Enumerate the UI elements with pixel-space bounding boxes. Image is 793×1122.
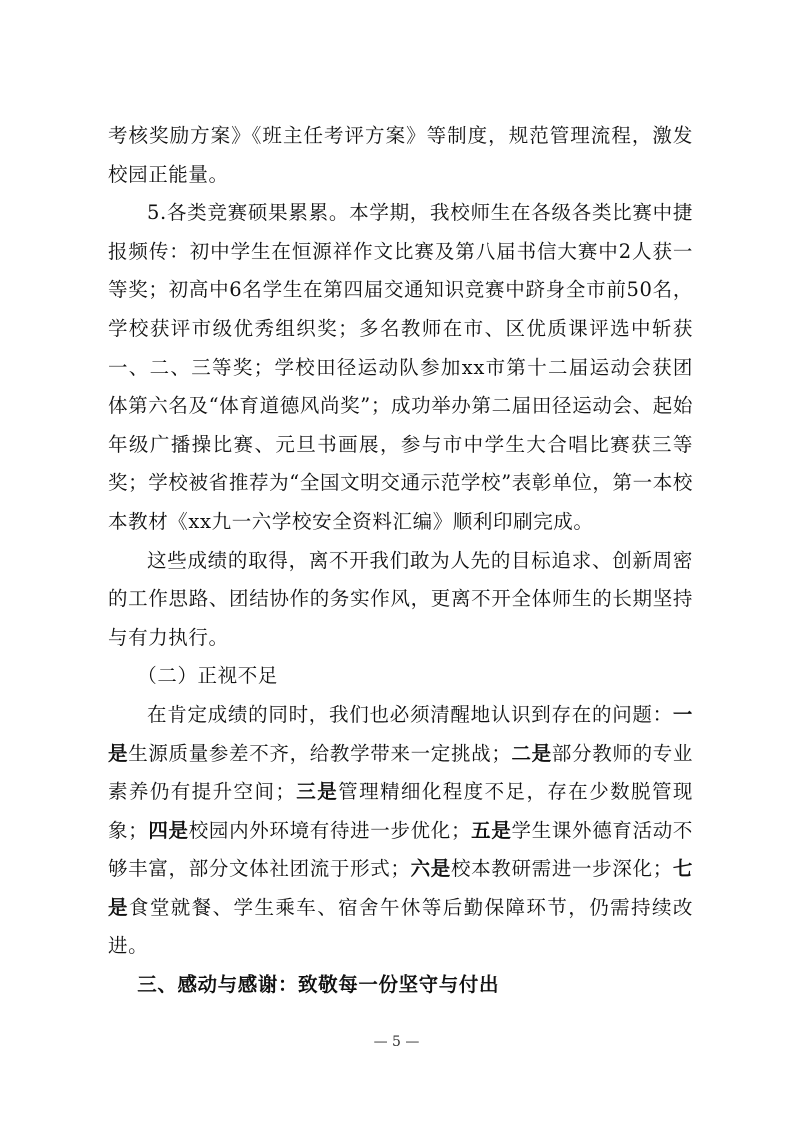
page-number: — 5 —	[373, 1034, 420, 1050]
problem-4-text: 校园内外环境有待进一步优化；	[188, 818, 472, 842]
paragraph-competitions: 5.各类竞赛硕果累累。本学期，我校师生在各级各类比赛中捷报频传：初中学生在恒源祥作文比赛及第八届书信大赛中2人获一等奖；初高中6名学生在第四届交通知识竞赛中跻身全市前50名，学校获评市级优秀组织奖；多名教师在市、区优质课评选中斩获一、二、三等奖；学校田径运动队参加xx市第十二届运动会获团体第六名及“体育道德风尚奖”；成功举办第二届田径运动会、起始年级广播操比赛、元旦书画展，参与市中学生大合唱比赛获三等奖；学校被省推荐为“全国文明交通示范学校”表彰单位，第一本校本教材《xx九一六学校安全资料汇编》顺利印刷完成。	[108, 201, 693, 533]
problem-5-text: 学生课外德育活动不够丰富，部分文体社团流于形式；	[108, 818, 694, 881]
problem-7-text: 食堂就餐、学生乘车、宿舍午休等后勤保障环节，仍需持续改进。	[108, 895, 693, 958]
problem-4-label: 四是	[148, 818, 189, 842]
problem-7-label: 七是	[108, 857, 693, 919]
problem-3-label: 三是	[295, 780, 339, 804]
problem-5-label: 五是	[471, 818, 512, 842]
subheading-shortcomings: （二）正视不足	[137, 664, 278, 688]
problem-6-label: 六是	[410, 857, 451, 881]
section-heading-gratitude: 三、感动与感谢：致敬每一份坚守与付出	[137, 973, 500, 997]
problem-3-text: 管理精细化程度不足，存在少数脱管现象；	[108, 780, 694, 842]
problem-6-text: 校本教研需进一步深化；	[450, 857, 673, 881]
problem-1-text: 生源质量参差不齐，给教学带来一定挑战；	[128, 741, 512, 765]
page-body	[108, 117, 693, 1005]
problems-intro: 在肯定成绩的同时，我们也必须清醒地认识到存在的问题：	[147, 702, 673, 726]
problem-2-label: 二是	[511, 741, 552, 765]
paragraph-achievements-summary: 这些成绩的取得，离不开我们敢为人先的目标追求、创新周密的工作思路、团结协作的务实作风，更离不开全体师生的长期坚持与有力执行。	[108, 548, 693, 649]
problem-1-label: 一是	[108, 702, 693, 765]
paragraph-continued: 考核奖励方案》《班主任考评方案》等制度，规范管理流程，激发校园正能量。	[108, 124, 693, 186]
problem-2-text: 部分教师的专业素养仍有提升空间；	[108, 741, 694, 804]
paragraph-problems	[108, 696, 693, 966]
